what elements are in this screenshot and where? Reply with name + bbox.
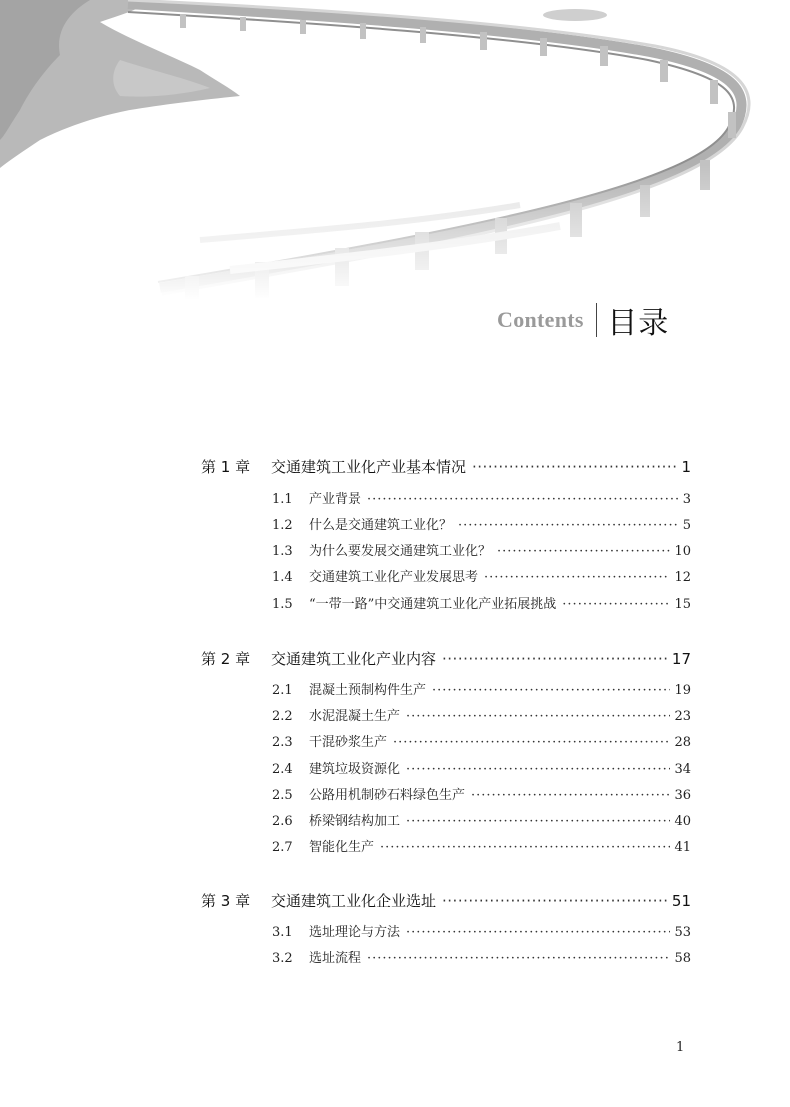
section-title: 公路用机制砂石料绿色生产 [309, 788, 466, 803]
toc-section-3-2[interactable] [272, 947, 691, 966]
section-title: 水泥混凝土生产 [309, 709, 401, 724]
section-number: 1.5 [272, 597, 293, 612]
page-number: 40 [674, 814, 691, 829]
leader-dots [497, 544, 670, 559]
section-number: 1.1 [272, 492, 293, 507]
section-number: 2.4 [272, 762, 293, 777]
section-title: 干混砂浆生产 [309, 735, 388, 750]
page-number: 53 [674, 925, 691, 940]
page-number: 58 [674, 951, 691, 966]
toc-section-2-3[interactable] [272, 731, 691, 750]
toc-section-1-4[interactable] [272, 566, 691, 585]
section-title: 建筑垃圾资源化 [309, 762, 401, 777]
leader-dots [406, 925, 670, 940]
section-number: 2.1 [272, 683, 293, 698]
page-number: 28 [674, 735, 691, 750]
leader-dots [442, 892, 668, 910]
chapter-label: 第 3 章 [201, 892, 251, 910]
section-number: 3.1 [272, 925, 293, 940]
chapter-title: 交通建筑工业化产业内容 [271, 650, 437, 668]
section-number: 1.3 [272, 544, 293, 559]
section-number: 2.5 [272, 788, 293, 803]
section-title: 为什么要发展交通建筑工业化？ [309, 544, 492, 559]
leader-dots [458, 518, 679, 533]
page-number: 10 [674, 544, 691, 559]
toc-section-1-5[interactable] [272, 593, 691, 612]
leader-dots [432, 683, 670, 698]
section-number: 2.3 [272, 735, 293, 750]
chapter-title: 交通建筑工业化产业基本情况 [271, 458, 467, 476]
section-title: “一带一路”中交通建筑工业化产业拓展挑战 [309, 597, 557, 612]
leader-dots [367, 951, 670, 966]
chapter-label: 第 1 章 [201, 458, 251, 476]
toc-section-2-5[interactable] [272, 784, 691, 803]
leader-dots [562, 597, 670, 612]
section-title: 产业背景 [309, 492, 362, 507]
page-number: 36 [674, 788, 691, 803]
toc-section-2-2[interactable] [272, 705, 691, 724]
contents-heading [497, 298, 669, 342]
page-number: 5 [682, 518, 691, 533]
section-number: 2.2 [272, 709, 293, 724]
chapter-label: 第 2 章 [201, 650, 251, 668]
section-title: 选址流程 [309, 951, 362, 966]
section-title: 智能化生产 [309, 840, 375, 855]
contents-heading-chinese: 目录 [607, 306, 670, 341]
page-folio: 1 [676, 1040, 685, 1055]
toc-section-3-1[interactable] [272, 921, 691, 940]
section-number: 1.2 [272, 518, 293, 533]
page-number: 1 [681, 458, 691, 476]
leader-dots [367, 492, 679, 507]
toc-chapter-1[interactable] [201, 456, 691, 477]
section-number: 2.6 [272, 814, 293, 829]
chapter-title: 交通建筑工业化企业选址 [271, 892, 437, 910]
toc-section-1-1[interactable] [272, 488, 691, 507]
section-title: 桥梁钢结构加工 [309, 814, 401, 829]
page-number: 19 [674, 683, 691, 698]
section-number: 3.2 [272, 951, 293, 966]
contents-heading-english: Contents [497, 307, 584, 332]
toc-section-1-3[interactable] [272, 540, 691, 559]
section-title: 混凝土预制构件生产 [309, 683, 427, 698]
leader-dots [406, 814, 670, 829]
page-number: 51 [671, 892, 691, 910]
leader-dots [442, 650, 668, 668]
toc-chapter-3[interactable] [201, 890, 691, 911]
toc-section-2-6[interactable] [272, 810, 691, 829]
section-number: 1.4 [272, 570, 293, 585]
page-number: 12 [674, 570, 691, 585]
page-number: 17 [671, 650, 691, 668]
section-title: 交通建筑工业化产业发展思考 [309, 570, 479, 585]
section-number: 2.7 [272, 840, 293, 855]
toc-chapter-2[interactable] [201, 648, 691, 669]
leader-dots [393, 735, 670, 750]
leader-dots [471, 788, 670, 803]
toc-section-2-4[interactable] [272, 758, 691, 777]
toc-section-2-7[interactable] [272, 836, 691, 855]
bridge-banner-image [0, 0, 790, 300]
page-number: 3 [682, 492, 691, 507]
page-number: 23 [674, 709, 691, 724]
toc-section-2-1[interactable] [272, 679, 691, 698]
toc-section-1-2[interactable] [272, 514, 691, 533]
section-title: 选址理论与方法 [309, 925, 401, 940]
leader-dots [406, 762, 670, 777]
page-number: 41 [674, 840, 691, 855]
leader-dots [472, 458, 677, 476]
leader-dots [380, 840, 670, 855]
page-number: 15 [674, 597, 691, 612]
page-number: 34 [674, 762, 691, 777]
leader-dots [406, 709, 670, 724]
heading-divider [596, 303, 598, 337]
leader-dots [484, 570, 670, 585]
section-title: 什么是交通建筑工业化？ [309, 518, 453, 533]
